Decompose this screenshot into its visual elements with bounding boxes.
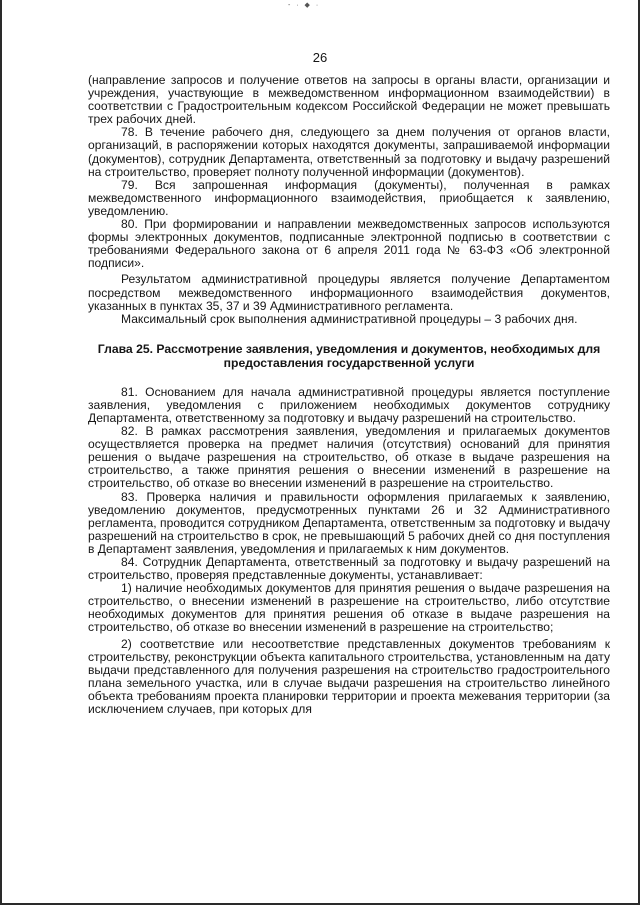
paragraph-80: 80. При формировании и направлении межведомственных запросов используются формы электронных документов, подписанные электронной подписью в соответствии с требованиями Федерального закона от 6 апреля 2011 года № 63-ФЗ «Об электронной подписи». bbox=[88, 217, 610, 271]
paragraph-84: 84. Сотрудник Департамента, ответственный за подготовку и выдачу разрешений на строительство, проверяя представленные документы, устанавливает: bbox=[88, 555, 610, 583]
paragraph-continuation: (направление запросов и получение ответов на запросы в органы власти, организации и учреждения, участвующие в межведомственном информационном взаимодействии) в соответствии с Градостроительным кодексом Российской Федерации не может превышать трех рабочих дней. bbox=[88, 73, 610, 127]
paragraph-84-item-2: 2) соответствие или несоответствие представленных документов требованиям к строительству, реконструкции объекта капитального строительства, установленным на дату выдачи представленного для получения разрешения на строительство градостроительного плана земельного участка, или в случае выдачи разрешения на строительство линейного объекта требованиям проекта планировки территории и проекта межевания территории (за исключением случаев, при которых для bbox=[88, 636, 610, 717]
paragraph-83: 83. Проверка наличия и правильности оформления прилагаемых к заявлению, уведомлению документов, предусмотренных пунктами 26 и 32 Административного регламента, проводится сотрудником Департамента, ответственным за подготовку и выдачу разрешений на строительство в срок, не превышающий 5 рабочих дней со дня поступления в Департамент заявления, уведомления и прилагаемых к ним документов. bbox=[88, 489, 610, 556]
chapter-heading: Глава 25. Рассмотрение заявления, уведомления и документов, необходимых для предоставления государственной услуги bbox=[97, 341, 601, 370]
paragraph-result: Результатом административной процедуры является получение Департаментом посредством межведомственного информационного взаимодействия документов, указанных в пунктах 35, 37 и 39 Административного регламента. bbox=[88, 272, 610, 313]
page-number: 26 bbox=[312, 50, 328, 65]
paragraph-79: 79. Вся запрошенная информация (документы), полученная в рамках межведомственного информационного взаимодействия, приобщается к заявлению, уведомлению. bbox=[88, 177, 610, 218]
document-body bbox=[88, 74, 610, 716]
scan-border-left bbox=[0, 0, 2, 905]
paragraph-max-term: Максимальный срок выполнения административной процедуры – 3 рабочих дня. bbox=[121, 311, 578, 326]
paragraph-81: 81. Основанием для начала административной процедуры является поступление заявления, уведомления с приложением необходимых документов сотруднику Департамента, ответственному за подготовку и выдачу разрешений на строительство. bbox=[88, 384, 610, 425]
paragraph-78: 78. В течение рабочего дня, следующего за днем получения от органов власти, организаций, в распоряжении которых находятся документы, запрашиваемой информации (документов), сотрудник Департамента, ответственный за подготовку и выдачу разрешений на строительство, проверяет полноту полученной информации (документов). bbox=[88, 125, 610, 179]
paragraph-82: 82. В рамках рассмотрения заявления, уведомления и прилагаемых документов осуществляется проверка на предмет наличия (отсутствия) оснований для принятия решения о выдаче разрешения на строительство, об отказе в выдаче разрешения на строительство, а также принятия решения о внесении изменений в разрешение на строительство, об отказе во внесении изменений в разрешение на строительство. bbox=[88, 424, 610, 491]
scan-marks: - · ◆ · bbox=[288, 2, 321, 9]
paragraph-84-item-1: 1) наличие необходимых документов для принятия решения о выдаче разрешения на строительство, о внесении изменений в разрешение на строительство, либо отсутствие необходимых документов для принятия решения об отказе в выдаче разрешения на строительство, об отказе во внесении изменений в разрешение на строительство; bbox=[88, 581, 610, 635]
